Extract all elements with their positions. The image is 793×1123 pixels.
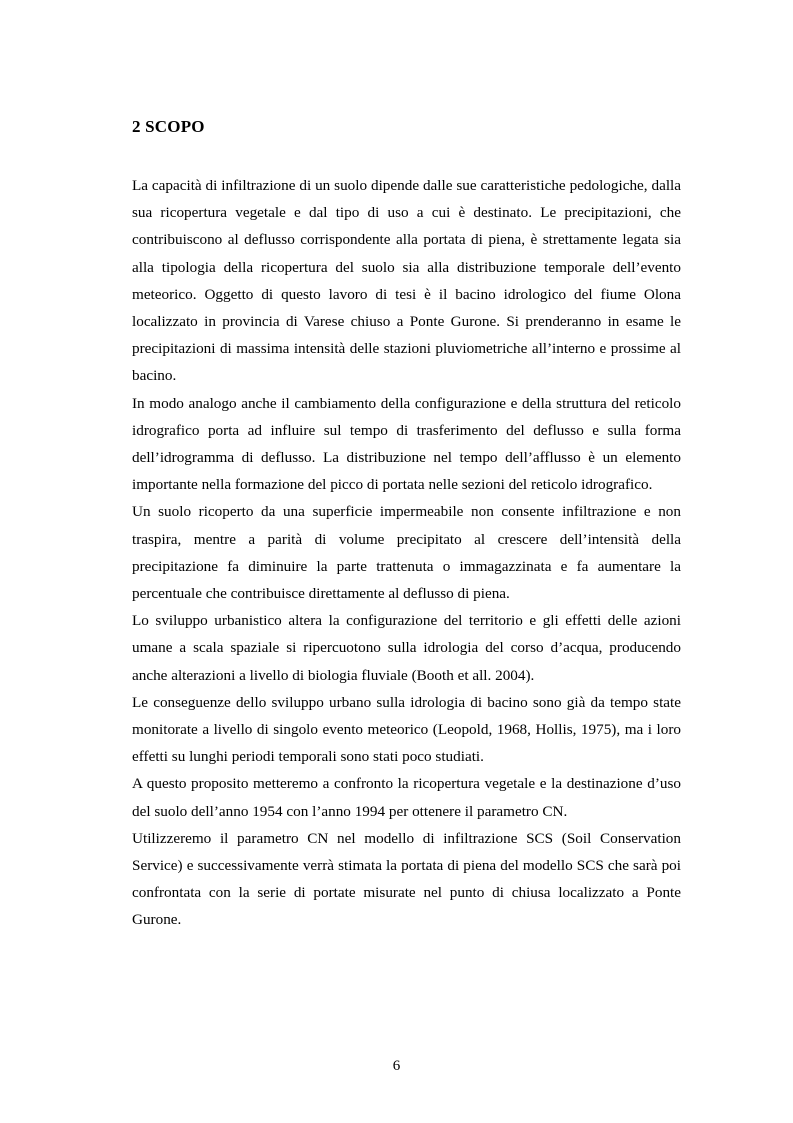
page-number: 6 [392, 1058, 401, 1074]
section-heading: 2 SCOPO [132, 117, 205, 136]
paragraph: A questo proposito metteremo a confronto la ricopertura vegetale e la destinazione d’uso del suolo dell’anno 1954 con l’anno 1994 per ottenere il parametro CN. [132, 775, 681, 820]
paragraph: La capacità di infiltrazione di un suolo dipende dalle sue caratteristiche pedologiche, dalla sua ricopertura vegetale e dal tipo di uso a cui è destinato. Le precipitazioni, che contribuiscono al deflusso corrispondente alla portata di piena, è strettamente legata sia alla tipologia della ricopertura del suolo sia alla distribuzione temporale dell’evento meteorico. Oggetto di questo lavoro di tesi è il bacino idrologico del fiume Olona localizzato in provincia di Varese chiuso a Ponte Gurone. Si prenderanno in esame le precipitazioni di massima intensità delle stazioni pluviometriche all’interno e prossime al bacino. [132, 177, 681, 385]
body-text [132, 172, 681, 934]
paragraph: Un suolo ricoperto da una superficie impermeabile non consente infiltrazione e non traspira, mentre a parità di volume precipitato al crescere dell’intensità della precipitazione fa diminuire la parte trattenuta o immagazzinata e fa aumentare la percentuale che contribuisce direttamente al deflusso di piena. [132, 503, 681, 603]
paragraph: Utilizzeremo il parametro CN nel modello di infiltrazione SCS (Soil Conservation Service) e successivamente verrà stimata la portata di piena del modello SCS che sarà poi confrontata con la serie di portate misurate nel punto di chiusa localizzato a Ponte Gurone. [132, 829, 681, 929]
paragraph: Le conseguenze dello sviluppo urbano sulla idrologia di bacino sono già da tempo state monitorate a livello di singolo evento meteorico (Leopold, 1968, Hollis, 1975), ma i loro effetti su lunghi periodi temporali sono stati poco studiati. [132, 693, 681, 766]
paragraph: In modo analogo anche il cambiamento della configurazione e della struttura del reticolo idrografico porta ad influire sul tempo di trasferimento del deflusso e sulla forma dell’idrogramma di deflusso. La distribuzione nel tempo dell’afflusso è un elemento importante nella formazione del picco di portata nelle sezioni del reticolo idrografico. [132, 394, 681, 494]
paragraph: Lo sviluppo urbanistico altera la configurazione del territorio e gli effetti delle azioni umane a scala spaziale si ripercuotono sulla idrologia del corso d’acqua, producendo anche alterazioni a livello di biologia fluviale (Booth et all. 2004). [132, 612, 681, 684]
